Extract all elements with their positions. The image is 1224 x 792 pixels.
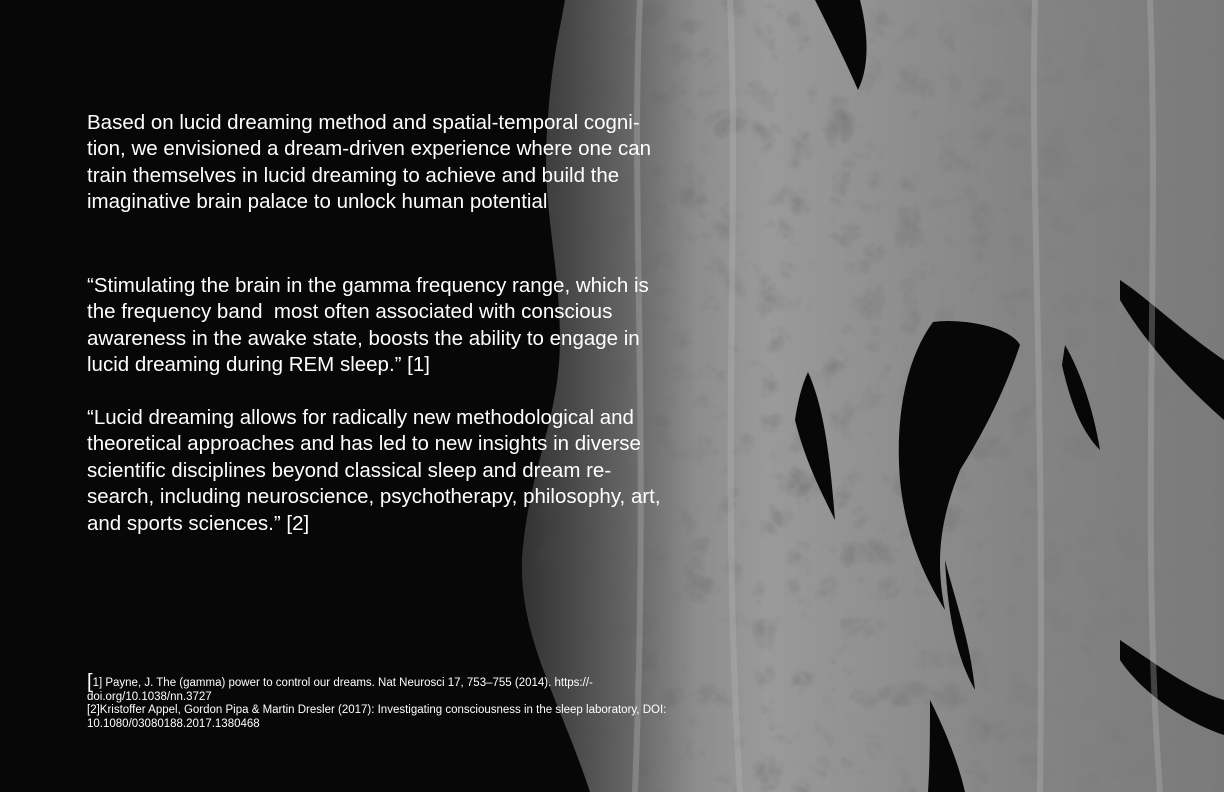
intro-line: imaginative brain palace to unlock human potential (87, 190, 548, 214)
quote2-line: “Lucid dreaming allows for radically new methodological and (87, 406, 634, 429)
intro-line: tion, we envisioned a dream-driven experience where one can (87, 137, 652, 161)
quote2-line: search, including neuroscience, psychotherapy, philosophy, art, (87, 485, 661, 509)
intro-line: Based on lucid dreaming method and spatial-temporal cogni- (87, 111, 640, 134)
quote-paragraph-1 (87, 273, 649, 379)
quote1-line: awareness in the awake state, boosts the ability to engage in (87, 326, 640, 350)
quote1-line: “Stimulating the brain in the gamma frequency range, which is (87, 274, 649, 297)
quote-paragraph-2 (87, 405, 661, 537)
reference-2-line-2: 10.1080/03080188.2017.1380468 (87, 717, 260, 730)
quote2-line: and sports sciences.” [2] (87, 511, 310, 535)
quote1-line: lucid dreaming during REM sleep.” [1] (87, 353, 430, 377)
reference-1-bracket: [ (87, 671, 93, 693)
reference-1-line-1: 1] Payne, J. The (gamma) power to control our dreams. Nat Neurosci 17, 753–755 (2014). https://- (92, 677, 593, 689)
intro-line: train themselves in lucid dreaming to achieve and build the (87, 163, 620, 187)
references-footnotes (87, 671, 667, 731)
reference-2-line-1: [2]Kristoffer Appel, Gordon Pipa & Martin Dresler (2017): Investigating consciousness in the sleep laboratory, DOI: (87, 704, 667, 717)
reference-1-line-2: doi.org/10.1038/nn.3727 (87, 690, 212, 703)
quote1-line: the frequency band most often associated with conscious (87, 300, 613, 324)
quote2-line: theoretical approaches and has led to new insights in diverse (87, 432, 641, 456)
intro-paragraph (87, 110, 651, 216)
quote2-line: scientific disciplines beyond classical sleep and dream re- (87, 458, 612, 482)
